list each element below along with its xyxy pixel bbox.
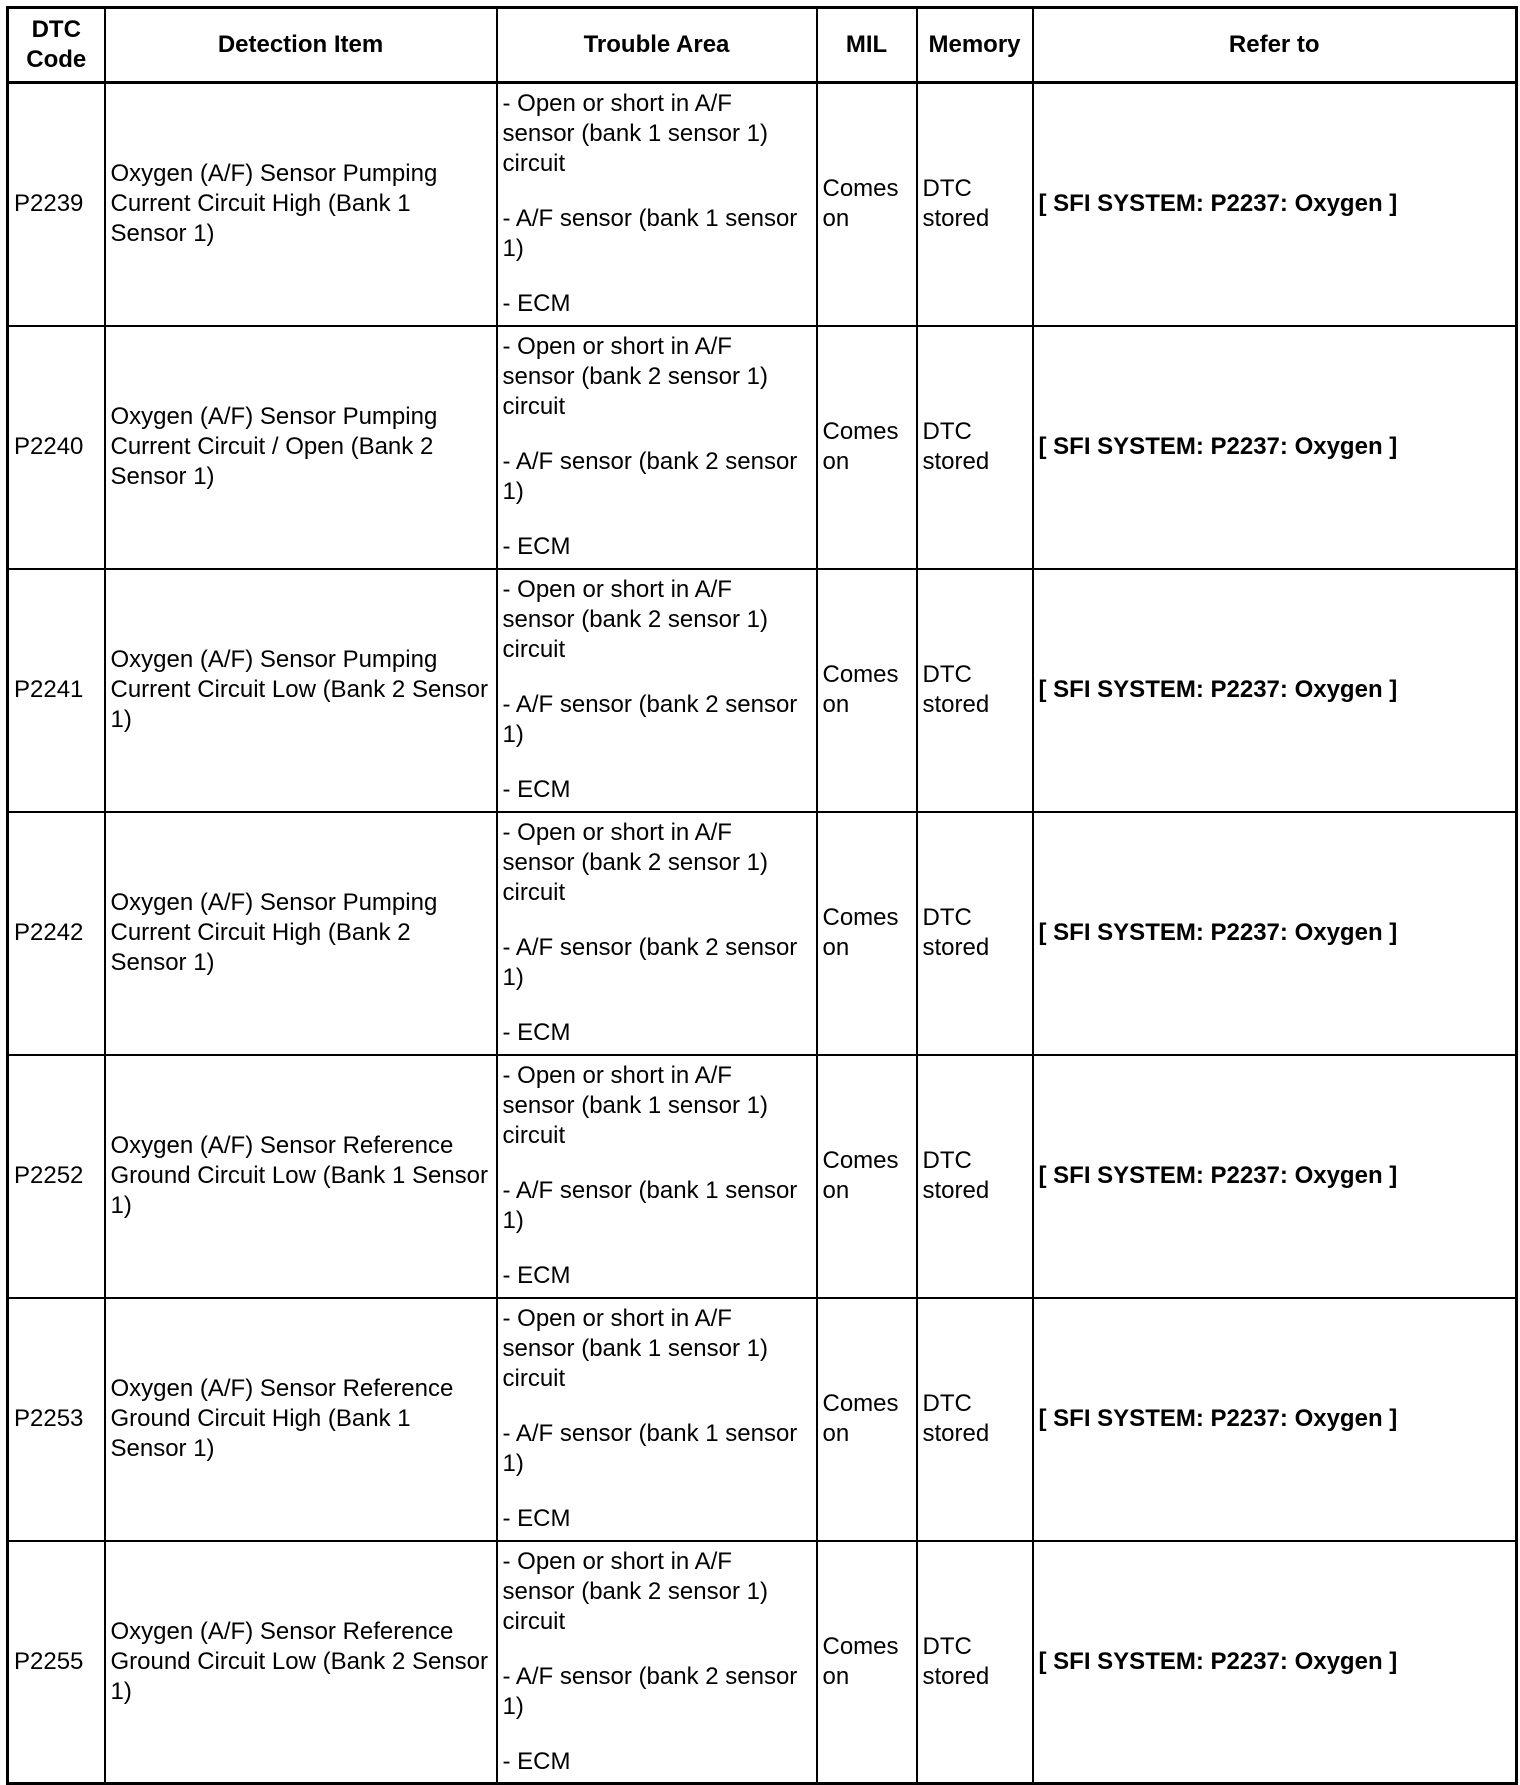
detection-item-cell: Oxygen (A/F) Sensor Reference Ground Circuit Low (Bank 2 Sensor 1)	[105, 1541, 497, 1784]
memory-cell: DTC stored	[917, 83, 1033, 326]
header-memory: Memory	[917, 8, 1033, 83]
refer-to-link: [ SFI SYSTEM: P2237: Oxygen ]	[1033, 812, 1517, 1055]
trouble-area-item: - A/F sensor (bank 2 sensor 1)	[502, 934, 798, 991]
refer-to-link: [ SFI SYSTEM: P2237: Oxygen ]	[1033, 326, 1517, 569]
mil-cell: Comes on	[817, 812, 917, 1055]
trouble-area-cell	[497, 1541, 817, 1784]
trouble-area-cell	[497, 1055, 817, 1298]
trouble-area-item: - A/F sensor (bank 1 sensor 1)	[502, 1177, 798, 1234]
table-row	[8, 83, 1517, 326]
table-row	[8, 326, 1517, 569]
detection-item-cell: Oxygen (A/F) Sensor Pumping Current Circuit / Open (Bank 2 Sensor 1)	[105, 326, 497, 569]
trouble-area-item: - ECM	[502, 1747, 571, 1775]
refer-to-link: [ SFI SYSTEM: P2237: Oxygen ]	[1033, 1055, 1517, 1298]
detection-item-cell: Oxygen (A/F) Sensor Reference Ground Circuit High (Bank 1 Sensor 1)	[105, 1298, 497, 1541]
table-row	[8, 1298, 1517, 1541]
header-row	[8, 8, 1517, 83]
detection-item-cell: Oxygen (A/F) Sensor Reference Ground Circuit Low (Bank 1 Sensor 1)	[105, 1055, 497, 1298]
refer-to-link: [ SFI SYSTEM: P2237: Oxygen ]	[1033, 569, 1517, 812]
trouble-area-item: - ECM	[502, 533, 571, 560]
table-row	[8, 1541, 1517, 1784]
mil-cell: Comes on	[817, 1541, 917, 1784]
trouble-area-item: - A/F sensor (bank 2 sensor 1)	[502, 448, 798, 505]
trouble-area-cell	[497, 326, 817, 569]
detection-item-cell: Oxygen (A/F) Sensor Pumping Current Circuit High (Bank 1 Sensor 1)	[105, 83, 497, 326]
refer-to-link: [ SFI SYSTEM: P2237: Oxygen ]	[1033, 1541, 1517, 1784]
dtc-code-cell: P2241	[8, 569, 105, 812]
mil-cell: Comes on	[817, 1055, 917, 1298]
dtc-code-cell: P2239	[8, 83, 105, 326]
trouble-area-item: - A/F sensor (bank 1 sensor 1)	[502, 1420, 798, 1477]
memory-cell: DTC stored	[917, 569, 1033, 812]
trouble-area-item: - A/F sensor (bank 2 sensor 1)	[502, 691, 798, 748]
trouble-area-item: - Open or short in A/F sensor (bank 1 sensor 1) circuit	[502, 1305, 768, 1392]
mil-cell: Comes on	[817, 569, 917, 812]
table-row	[8, 1055, 1517, 1298]
table-row	[8, 812, 1517, 1055]
header-trouble-area: Trouble Area	[497, 8, 817, 83]
mil-cell: Comes on	[817, 326, 917, 569]
memory-cell: DTC stored	[917, 1541, 1033, 1784]
trouble-area-item: - ECM	[502, 776, 571, 803]
dtc-code-cell: P2242	[8, 812, 105, 1055]
header-detection-item: Detection Item	[105, 8, 497, 83]
trouble-area-cell	[497, 569, 817, 812]
trouble-area-item: - A/F sensor (bank 2 sensor 1)	[502, 1662, 798, 1720]
header-refer-to: Refer to	[1033, 8, 1517, 83]
memory-cell: DTC stored	[917, 812, 1033, 1055]
mil-cell: Comes on	[817, 83, 917, 326]
dtc-code-cell: P2253	[8, 1298, 105, 1541]
detection-item-cell: Oxygen (A/F) Sensor Pumping Current Circuit High (Bank 2 Sensor 1)	[105, 812, 497, 1055]
trouble-area-item: - ECM	[502, 1505, 571, 1532]
header-dtc-code: DTC Code	[8, 8, 105, 83]
memory-cell: DTC stored	[917, 1055, 1033, 1298]
trouble-area-item: - ECM	[502, 1262, 571, 1289]
header-mil: MIL	[817, 8, 917, 83]
trouble-area-item: - Open or short in A/F sensor (bank 2 sensor 1) circuit	[502, 576, 768, 663]
trouble-area-cell	[497, 812, 817, 1055]
trouble-area-item: - Open or short in A/F sensor (bank 1 sensor 1) circuit	[502, 90, 768, 178]
trouble-area-item: - Open or short in A/F sensor (bank 2 sensor 1) circuit	[502, 333, 768, 420]
memory-cell: DTC stored	[917, 326, 1033, 569]
dtc-table	[6, 6, 1518, 1785]
trouble-area-item: - ECM	[502, 290, 571, 318]
refer-to-link: [ SFI SYSTEM: P2237: Oxygen ]	[1033, 83, 1517, 326]
dtc-code-cell: P2240	[8, 326, 105, 569]
memory-cell: DTC stored	[917, 1298, 1033, 1541]
detection-item-cell: Oxygen (A/F) Sensor Pumping Current Circuit Low (Bank 2 Sensor 1)	[105, 569, 497, 812]
dtc-code-cell: P2255	[8, 1541, 105, 1784]
mil-cell: Comes on	[817, 1298, 917, 1541]
trouble-area-item: - Open or short in A/F sensor (bank 2 sensor 1) circuit	[502, 1547, 768, 1635]
refer-to-link: [ SFI SYSTEM: P2237: Oxygen ]	[1033, 1298, 1517, 1541]
trouble-area-item: - A/F sensor (bank 1 sensor 1)	[502, 205, 798, 263]
trouble-area-item: - Open or short in A/F sensor (bank 1 sensor 1) circuit	[502, 1062, 768, 1149]
trouble-area-item: - Open or short in A/F sensor (bank 2 sensor 1) circuit	[502, 819, 768, 906]
table-row	[8, 569, 1517, 812]
trouble-area-cell	[497, 83, 817, 326]
trouble-area-item: - ECM	[502, 1019, 571, 1046]
trouble-area-cell	[497, 1298, 817, 1541]
dtc-code-cell: P2252	[8, 1055, 105, 1298]
